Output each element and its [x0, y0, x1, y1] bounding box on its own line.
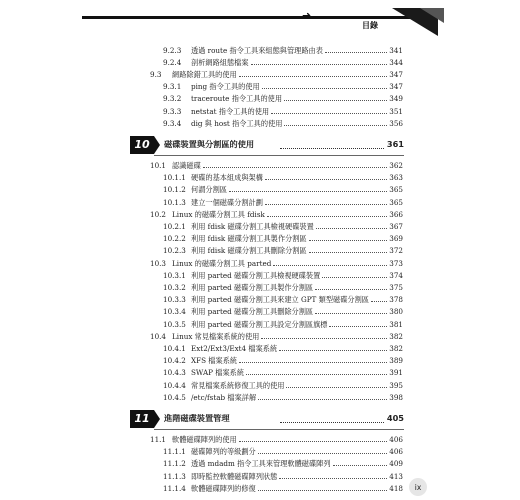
section-page: 395	[389, 380, 403, 390]
toc-subsection-row[interactable]	[163, 116, 403, 128]
section-number: 9.3.4	[163, 118, 182, 128]
section-page: 344	[389, 57, 403, 67]
section-number: 10.4.4	[163, 380, 186, 390]
dot-leader	[273, 265, 387, 266]
section-page: 349	[389, 94, 403, 104]
chapter-number-badge: 10	[130, 136, 154, 154]
dot-leader	[239, 362, 387, 363]
section-number: 11.1.1	[163, 447, 186, 457]
section-number: 11.1.3	[163, 471, 186, 481]
dot-leader	[329, 326, 387, 327]
dot-leader	[325, 52, 387, 53]
dot-leader	[322, 277, 387, 278]
section-title: netstat 指令工具的使用	[191, 106, 270, 116]
section-number: 10.3.5	[163, 319, 186, 329]
dot-leader	[279, 478, 387, 479]
dot-leader	[265, 179, 387, 180]
section-title: 利用 parted 磁碟分割工具檢視硬碟裝置	[191, 270, 321, 280]
section-page: 381	[389, 319, 403, 329]
section-title: 透過 route 指令工具來組態與管理路由表	[191, 45, 323, 55]
section-title: 透過 mdadm 指令工具來管理軟體磁碟陣列	[191, 459, 331, 469]
toc-section-row[interactable]	[150, 256, 403, 268]
toc-subsection-row[interactable]	[163, 55, 403, 67]
toc-subsection-row[interactable]	[163, 268, 403, 280]
toc-subsection-row[interactable]	[163, 304, 403, 316]
section-title: 利用 parted 磁碟分割工具刪除分割區	[191, 307, 314, 317]
toc-subsection-row[interactable]	[163, 280, 403, 292]
section-number: 10.3.1	[163, 270, 186, 280]
section-number: 10.2	[150, 209, 167, 219]
section-page: 406	[389, 434, 403, 444]
section-number: 9.3.3	[163, 106, 182, 116]
toc-subsection-row[interactable]	[163, 341, 403, 353]
toc-subsection-row[interactable]	[163, 170, 403, 182]
section-number: 9.3.1	[163, 82, 182, 92]
section-page: 347	[389, 69, 403, 79]
toc-subsection-row[interactable]	[163, 195, 403, 207]
section-title: 利用 fdisk 磁碟分割工具製作分割區	[191, 234, 307, 244]
section-title: Linux 的磁碟分割工具 fdisk	[172, 209, 265, 219]
toc-subsection-row[interactable]	[163, 469, 403, 481]
toc-subsection-row[interactable]	[163, 317, 403, 329]
toc-subsection-row[interactable]	[163, 353, 403, 365]
section-title: 利用 parted 磁碟分割工具設定分割區旗標	[191, 319, 328, 329]
section-title: 網路除錯工具的使用	[172, 69, 237, 79]
section-title: 硬碟的基本組成與架構	[191, 173, 263, 183]
toc-section-row[interactable]	[150, 158, 403, 170]
dot-leader	[309, 252, 388, 253]
dot-leader	[284, 100, 387, 101]
chapter-title: 進階磁碟裝置管理	[164, 412, 230, 423]
section-number: 10.3.4	[163, 307, 186, 317]
section-page: 413	[389, 471, 403, 481]
section-title: ping 指令工具的使用	[191, 82, 260, 92]
toc-section-row[interactable]	[150, 329, 403, 341]
section-number: 10.4.2	[163, 356, 186, 366]
section-page: 367	[389, 221, 403, 231]
section-number: 10.3	[150, 258, 167, 268]
section-title: /etc/fstab 檔案詳解	[191, 392, 257, 402]
section-number: 11.1.2	[163, 459, 186, 469]
dot-leader	[203, 167, 388, 168]
section-page: 382	[389, 343, 403, 353]
dot-leader	[286, 387, 387, 388]
header-label: 目錄	[362, 21, 378, 30]
section-number: 9.2.3	[163, 45, 182, 55]
section-number: 10.4.5	[163, 392, 186, 402]
section-page: 375	[389, 282, 403, 292]
toc-subsection-row[interactable]	[163, 456, 403, 468]
section-page: 373	[389, 258, 403, 268]
section-page: 398	[389, 392, 403, 402]
section-page: 365	[389, 185, 403, 195]
dot-leader	[258, 399, 387, 400]
dot-leader	[271, 113, 387, 114]
section-title: Ext2/Ext3/Ext4 檔案系統	[191, 343, 278, 353]
section-page: 378	[389, 295, 403, 305]
section-title: 剖析網路組態檔案	[191, 57, 249, 67]
chapter-heading[interactable]	[130, 410, 404, 428]
section-number: 10.4.1	[163, 343, 186, 353]
section-page: 362	[389, 160, 403, 170]
chapter-underline	[154, 429, 404, 430]
toc-subsection-row[interactable]	[163, 91, 403, 103]
section-title: 建立一個磁碟分割計劃	[191, 197, 263, 207]
section-number: 10.3.2	[163, 282, 186, 292]
section-page: 347	[389, 82, 403, 92]
section-number: 9.3	[150, 69, 162, 79]
dot-leader	[280, 148, 384, 149]
chapter-title: 磁碟裝置與分割區的使用	[164, 138, 255, 149]
section-title: 何謂分割區	[191, 185, 227, 195]
chapter-number-badge: 11	[130, 410, 154, 428]
section-number: 10.3.3	[163, 295, 186, 305]
toc-subsection-row[interactable]	[163, 365, 403, 377]
section-title: traceroute 指令工具的使用	[191, 94, 283, 104]
section-page: 391	[389, 368, 403, 378]
section-page: 372	[389, 246, 403, 256]
section-page: 374	[389, 270, 403, 280]
section-number: 10.4.3	[163, 368, 186, 378]
section-title: 軟體磁碟陣列的修復	[191, 483, 256, 493]
section-number: 11.1	[150, 434, 167, 444]
section-number: 10.1.2	[163, 185, 186, 195]
arrow-icon: ➜	[302, 9, 312, 22]
dot-leader	[315, 313, 387, 314]
toc-section-row[interactable]	[150, 432, 403, 444]
chapter-page: 361	[386, 138, 404, 149]
section-number: 10.2.3	[163, 246, 186, 256]
section-title: 認識磁碟	[172, 160, 201, 170]
dot-leader	[280, 422, 384, 423]
section-title: 即時監控軟體磁碟陣列狀態	[191, 471, 278, 481]
section-page: 409	[389, 459, 403, 469]
dot-leader	[229, 191, 387, 192]
section-page: 418	[389, 483, 403, 493]
toc-subsection-row[interactable]	[163, 481, 403, 493]
corner-triangle-accent	[420, 8, 444, 23]
header-rule	[82, 16, 412, 19]
dot-leader	[284, 125, 387, 126]
dot-leader	[371, 301, 387, 302]
section-page: 363	[389, 173, 403, 183]
section-page: 369	[389, 234, 403, 244]
section-number: 10.1.3	[163, 197, 186, 207]
toc-subsection-row[interactable]	[163, 378, 403, 390]
section-number: 9.2.4	[163, 57, 182, 67]
toc-subsection-row[interactable]	[163, 79, 403, 91]
toc-section-row[interactable]	[150, 67, 403, 79]
chapter-heading[interactable]	[130, 136, 404, 154]
toc-subsection-row[interactable]	[163, 219, 403, 231]
dot-leader	[239, 76, 388, 77]
dot-leader	[265, 204, 387, 205]
section-page: 351	[389, 106, 403, 116]
section-number: 10.2.1	[163, 221, 186, 231]
page-number-badge: ix	[409, 478, 427, 496]
dot-leader	[309, 240, 388, 241]
section-title: SWAP 檔案系統	[191, 368, 245, 378]
section-number: 10.2.2	[163, 234, 186, 244]
section-number: 10.4	[150, 331, 167, 341]
section-title: XFS 檔案系統	[191, 356, 238, 366]
section-title: 利用 parted 磁碟分割工具製作分割區	[191, 282, 314, 292]
section-title: 常見檔案系統修復工具的使用	[191, 380, 285, 390]
section-page: 406	[389, 447, 403, 457]
section-page: 366	[389, 209, 403, 219]
section-title: 利用 fdisk 磁碟分割工具檢視硬碟裝置	[191, 221, 314, 231]
section-title: 磁碟陣列的等級劃分	[191, 447, 256, 457]
section-title: 利用 fdisk 磁碟分割工具刪除分割區	[191, 246, 307, 256]
dot-leader	[251, 64, 388, 65]
section-number: 9.3.2	[163, 94, 182, 104]
dot-leader	[315, 289, 387, 290]
toc-subsection-row[interactable]	[163, 104, 403, 116]
dot-leader	[333, 465, 388, 466]
dot-leader	[267, 216, 387, 217]
section-page: 341	[389, 45, 403, 55]
section-title: 軟體磁碟陣列的使用	[172, 434, 237, 444]
section-title: dig 與 host 指令工具的使用	[191, 118, 283, 128]
section-number: 10.1.1	[163, 173, 186, 183]
dot-leader	[239, 441, 388, 442]
toc-section-row[interactable]	[150, 207, 403, 219]
toc-subsection-row[interactable]	[163, 243, 403, 255]
section-title: Linux 的磁碟分割工具 parted	[172, 258, 272, 268]
section-number: 11.1.4	[163, 483, 186, 493]
dot-leader	[258, 490, 388, 491]
section-title: Linux 常見檔案系統的使用	[172, 331, 260, 341]
dot-leader	[258, 453, 388, 454]
toc-subsection-row[interactable]	[163, 292, 403, 304]
toc-subsection-row[interactable]	[163, 231, 403, 243]
section-title: 利用 parted 磁碟分割工具來建立 GPT 類型磁碟分割區	[191, 295, 369, 305]
dot-leader	[261, 338, 387, 339]
dot-leader	[246, 374, 387, 375]
section-page: 382	[389, 331, 403, 341]
section-page: 365	[389, 197, 403, 207]
chapter-underline	[154, 155, 404, 156]
toc-subsection-row[interactable]	[163, 43, 403, 55]
chapter-page: 405	[386, 412, 404, 423]
chapter-badge-tail	[154, 410, 160, 428]
dot-leader	[316, 228, 387, 229]
toc-subsection-row[interactable]	[163, 390, 403, 402]
toc-subsection-row[interactable]	[163, 182, 403, 194]
dot-leader	[262, 88, 388, 89]
section-page: 380	[389, 307, 403, 317]
section-number: 10.1	[150, 160, 167, 170]
section-page: 356	[389, 118, 403, 128]
toc-subsection-row[interactable]	[163, 444, 403, 456]
chapter-badge-tail	[154, 136, 160, 154]
dot-leader	[279, 350, 387, 351]
section-page: 389	[389, 356, 403, 366]
